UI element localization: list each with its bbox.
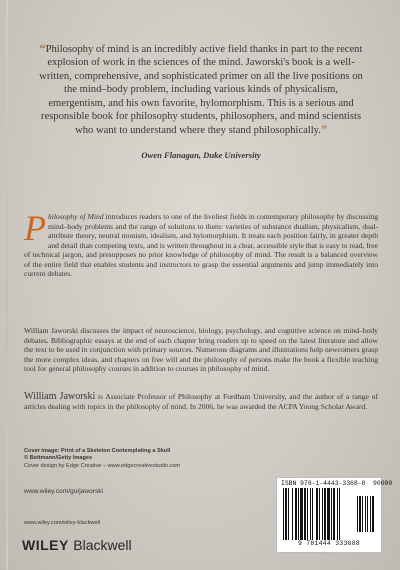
cover-image-label: Cover image: Print of a Skeleton Contemplating a Skull — [24, 448, 171, 454]
book-title-rest: hilosophy of Mind — [48, 212, 104, 221]
addon-barcode-bars — [357, 496, 377, 532]
close-quote-mark: ” — [320, 122, 327, 137]
logo-blackwell: Blackwell — [73, 537, 132, 553]
spine-fold — [6, 0, 8, 570]
cover-design-credit: Cover design by Edge Creative – www.edgecreativestudio.com — [24, 462, 181, 469]
companion-website-link[interactable]: www.wiley.com/go/jaworski — [24, 488, 104, 495]
drop-cap: P — [24, 208, 46, 248]
barcode-bar — [339, 488, 340, 540]
description-paragraph: William Jaworski discusses the impact of neuroscience, biology, psychology, and cognitive science on mind–body debates. Bibliographic essays at the end of each chapter bring readers up to speed on the latest literature and allow the text to be used in conjunction with primary sources. Numerous diagrams and illustrations help newcomers grasp the more complex ideas, and chapters on free will and the philosophy of persons make the book a flexible teaching tool for general philosophy courses in addition to courses in philosophy of mind. — [24, 326, 378, 373]
quote-text: Philosophy of mind is an incredibly active field thanks in part to the recent explosion of work in the sciences of the mind. Jaworski's book is a well-written, comprehensive, and sophisticated primer on all the live positions on the mind–body problem, including various kinds of physicalism, emergentism, and his own favorite, hylomorphism. This is a serious and responsible book for philosophy students, philosophers, and mind scientists who want to understand where they stand philosophically. — [39, 44, 363, 137]
intro-text: introduces readers to one of the liveliest fields in contemporary philosophy by discussing mind–body problems and the range of solutions to them: varieties of substance dualism, physicalism, dual-attribute theory, neutral monism, idealism, and hylomorphism. It treats each position fairly, in greater depth and detail than competing texts, and is written throughout in a clear, accessible style that is easy to read, free of technical jargon, and presupposes no prior knowledge of philosophy of mind. The result is a balanced overview of the entire field that enables students and instructors to grasp the essential arguments and jump immediately into current debates. — [24, 212, 379, 278]
cover-credits — [24, 448, 224, 470]
isbn-barcode — [276, 477, 393, 553]
endorsement-quote — [36, 42, 366, 138]
author-bio — [24, 392, 378, 411]
quote-attribution: Owen Flanagan, Duke University — [141, 150, 261, 160]
cover-image-copyright: © Bettmann/Getty Images — [24, 455, 93, 462]
intro-paragraph — [24, 208, 379, 279]
open-quote-mark: “ — [39, 41, 46, 55]
price-addon: 90000 — [373, 480, 393, 487]
addon-bar — [372, 496, 374, 532]
isbn-label: ISBN 978-1-4443-3368-8 90000 — [281, 480, 393, 487]
ean-number: 9 781444 333688 — [297, 540, 361, 547]
logo-wiley: WILEY — [22, 537, 69, 553]
publisher-logo — [22, 537, 132, 555]
publisher-website-link[interactable]: www.wiley.com/wiley-blackwell — [24, 520, 101, 526]
author-name: William Jaworski — [24, 391, 96, 402]
author-bio-text: is Associate Professor of Philosophy at Fordham University, and the author of a range of articles dealing with topics in the philosophy of mind. In 2006, he was awarded the ACPA Young Scholar Award. — [24, 392, 378, 411]
